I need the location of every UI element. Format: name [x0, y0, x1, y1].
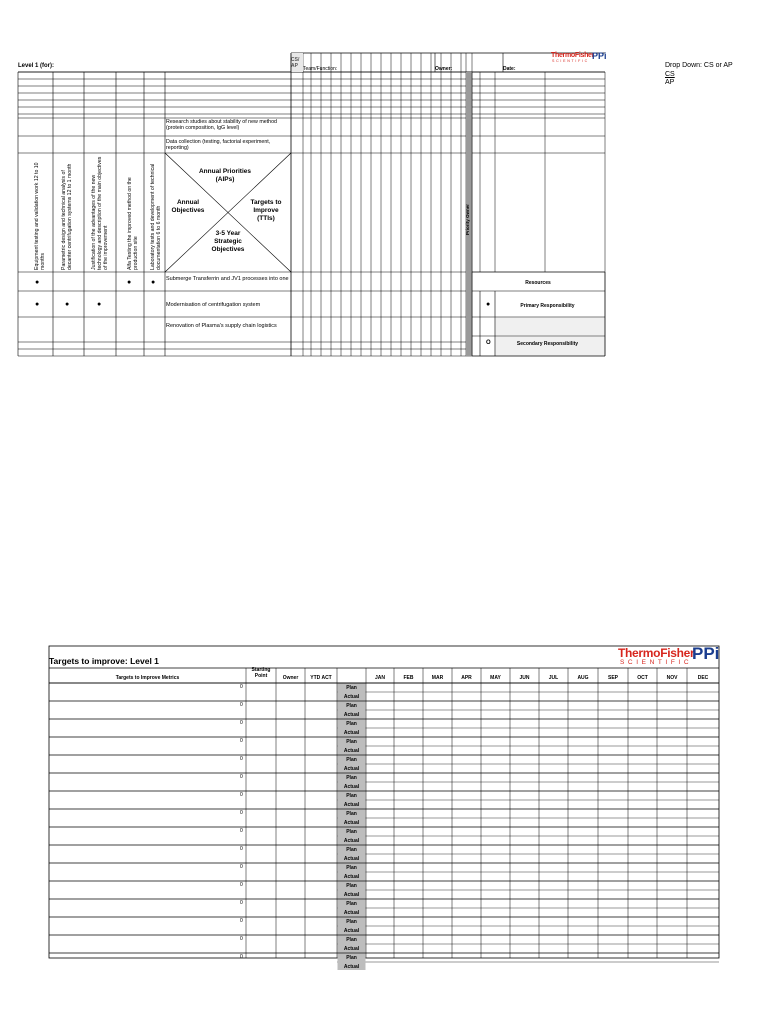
plan-label: Plan	[346, 937, 357, 943]
team-label[interactable]: Team/Function:	[303, 66, 338, 72]
plan-label: Plan	[346, 685, 357, 691]
actual-label: Actual	[343, 802, 360, 808]
actual-label: Actual	[343, 748, 360, 754]
metric-value[interactable]: 0	[240, 756, 243, 762]
month-header-feb: FEB	[403, 675, 414, 681]
plan-label: Plan	[346, 811, 357, 817]
logo-brand: ThermoFisher	[551, 52, 595, 59]
month-header-jul: JUL	[548, 675, 559, 681]
plan-label: Plan	[346, 883, 357, 889]
x-matrix	[0, 0, 768, 380]
dot-obj2-col1[interactable]: ●	[35, 301, 40, 308]
vertical-item-1[interactable]: Equipment testing and validation work 12 to 10 months	[34, 162, 46, 270]
actual-label: Actual	[343, 928, 360, 934]
plan-label: Plan	[346, 919, 357, 925]
legend-resources: Resources	[525, 280, 551, 286]
metric-value[interactable]: 0	[240, 900, 243, 906]
tti-grid	[0, 640, 768, 970]
metric-value[interactable]: 0	[240, 720, 243, 726]
x-top-label: Annual Priorities (AIPs)	[198, 168, 251, 183]
objective-2[interactable]: Modernisation of centrifugation system	[166, 302, 261, 308]
vertical-item-4[interactable]: Alfa Testing the improved method on the production site	[127, 177, 139, 270]
plan-label: Plan	[346, 757, 357, 763]
dot-obj1-col1[interactable]: ●	[35, 279, 40, 286]
header-metrics: Targets to Improve Metrics	[115, 675, 180, 681]
actual-label: Actual	[343, 730, 360, 736]
header-owner: Owner	[282, 675, 299, 681]
actual-label: Actual	[343, 892, 360, 898]
plan-label: Plan	[346, 829, 357, 835]
month-header-oct: OCT	[637, 675, 648, 681]
month-header-aug: AUG	[577, 675, 589, 681]
legend-primary-dot: ●	[486, 301, 491, 308]
actual-label: Actual	[343, 820, 360, 826]
vertical-item-3[interactable]: Justification of the advantages of the new technology and description of the main objectives of the improvement	[91, 156, 109, 270]
month-header-may: MAY	[490, 675, 501, 681]
header-ytd: YTD ACT	[310, 675, 332, 681]
side-note-title: Drop Down: CS or AP	[665, 62, 733, 69]
month-header-dec: DEC	[697, 675, 709, 681]
metric-value[interactable]: 0	[240, 828, 243, 834]
tti-logo-sub: SCIENTIFIC	[620, 659, 693, 666]
actual-label: Actual	[343, 874, 360, 880]
metric-value[interactable]: 0	[240, 846, 243, 852]
metric-value[interactable]: 0	[240, 882, 243, 888]
plan-label: Plan	[346, 865, 357, 871]
plan-label: Plan	[346, 955, 357, 961]
objective-1[interactable]: Submerge Transferrin and JV1 processes into one	[166, 276, 289, 282]
dot-obj2-col2[interactable]: ●	[65, 301, 70, 308]
date-label[interactable]: Date:	[503, 66, 516, 72]
header-starting: Starting Point	[251, 667, 271, 679]
tti-table	[0, 640, 768, 970]
month-header-apr: APR	[461, 675, 472, 681]
actual-label: Actual	[343, 784, 360, 790]
side-note	[665, 62, 733, 88]
month-header-sep: SEP	[607, 675, 618, 681]
x-right-label: Targets to Improve (TTIs)	[250, 199, 282, 222]
priority-owner-label: Priority Owner	[465, 203, 470, 235]
month-header-jan: JAN	[374, 675, 385, 681]
tti-data-collection[interactable]: Data collection (testing, factorial experiment, reporting)	[166, 139, 271, 151]
plan-label: Plan	[346, 739, 357, 745]
legend-secondary-ring: O	[486, 340, 491, 346]
actual-label: Actual	[343, 712, 360, 718]
vertical-item-2[interactable]: Parametric design and technical analysis of decanter centrifugation systems 12 to 1 month	[61, 163, 73, 270]
dot-obj2-col3[interactable]: ●	[97, 301, 102, 308]
owner-label[interactable]: Owner:	[435, 66, 453, 72]
logo-sub: SCIENTIFIC	[552, 59, 589, 63]
legend-secondary: Secondary Responsibility	[516, 341, 579, 347]
tti-research[interactable]: Research studies about stability of new method (protein composition, IgG level)	[166, 119, 278, 131]
tti-title: Targets to improve: Level 1	[49, 656, 159, 666]
company-logo	[548, 52, 606, 64]
dot-obj1-col4[interactable]: ●	[127, 279, 132, 286]
x-left-label: Annual Objectives	[171, 199, 205, 214]
plan-label: Plan	[346, 793, 357, 799]
actual-label: Actual	[343, 838, 360, 844]
month-header-jun: JUN	[519, 675, 530, 681]
metric-value[interactable]: 0	[240, 684, 243, 690]
level-label[interactable]: Level 1 (for):	[18, 63, 55, 69]
actual-label: Actual	[343, 856, 360, 862]
metric-value[interactable]: 0	[240, 738, 243, 744]
legend-primary: Primary Responsibility	[520, 303, 575, 309]
tti-logo	[616, 646, 720, 668]
x-bottom-label: 3-5 Year Strategic Objectives	[211, 230, 245, 253]
metric-value[interactable]: 0	[240, 792, 243, 798]
metric-value[interactable]: 0	[240, 864, 243, 870]
cs-ap-header: CS/ AP	[291, 57, 300, 69]
actual-label: Actual	[343, 964, 360, 970]
metric-value[interactable]: 0	[240, 774, 243, 780]
metric-value[interactable]: 0	[240, 810, 243, 816]
month-header-nov: NOV	[666, 675, 678, 681]
plan-label: Plan	[346, 847, 357, 853]
tti-logo-brand: ThermoFisher	[618, 646, 695, 660]
objective-3[interactable]: Renovation of Plasma's supply chain logistics	[166, 323, 277, 329]
matrix-grid	[0, 0, 768, 380]
month-header-mar: MAR	[431, 675, 444, 681]
side-note-cs[interactable]: CS	[665, 70, 675, 78]
actual-label: Actual	[343, 946, 360, 952]
metric-value[interactable]: 0	[240, 918, 243, 924]
logo-mark: PPi	[592, 51, 607, 61]
actual-label: Actual	[343, 694, 360, 700]
actual-label: Actual	[343, 910, 360, 916]
actual-label: Actual	[343, 766, 360, 772]
plan-label: Plan	[346, 775, 357, 781]
plan-label: Plan	[346, 703, 357, 709]
metric-value[interactable]: 0	[240, 936, 243, 942]
vertical-item-5[interactable]: Laboratory tests and development of technical documentation 6 to 6 month	[150, 163, 162, 270]
dot-obj1-col5[interactable]: ●	[151, 279, 156, 286]
metric-value[interactable]: 0	[240, 954, 243, 960]
plan-label: Plan	[346, 721, 357, 727]
tti-logo-mark: PPi	[692, 644, 720, 663]
plan-label: Plan	[346, 901, 357, 907]
metric-value[interactable]: 0	[240, 702, 243, 708]
side-note-ap[interactable]: AP	[665, 79, 675, 86]
